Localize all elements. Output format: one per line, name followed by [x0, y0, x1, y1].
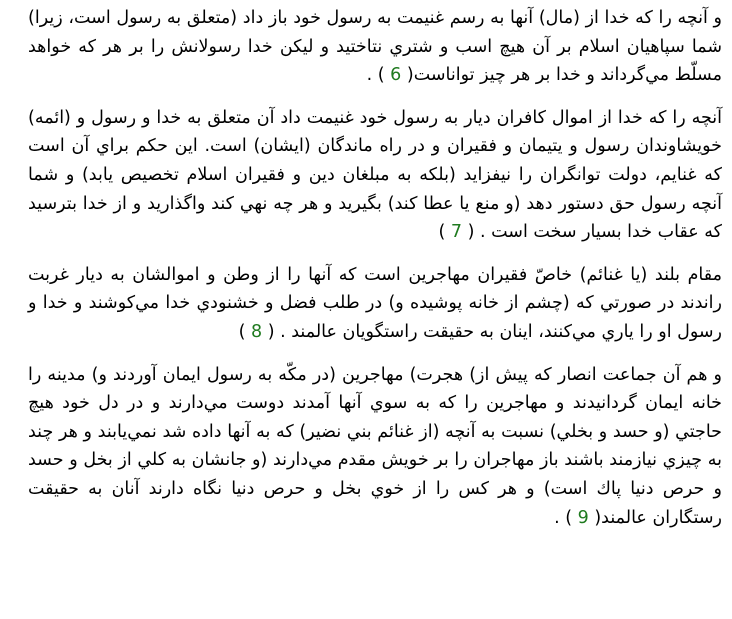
verse-number: 6	[384, 65, 407, 86]
verse-text: آنچه را كه خدا از اموال كافران ديار به رسول خود غنيمت داد آن متعلق به خدا و رسول و (ائمه) خويشاوندان رسول و يتيمان و فقيران و در راه ماندگان (ايشان) است. اين حكم براي آن است كه غنايم، دولت توانگران را نيفزايد (بلكه به مبلغان دين و فقيران اسلام تخصيص يابد) و شما آنچه رسول حق دستور دهد (و منع يا عطا كند) بگيريد و هر چه نهي كند واگذاريد و از خدا بترسيد كه عقاب خدا بسيار سخت است . (	[28, 107, 722, 243]
verse-text: و آنچه را كه خدا از (مال) آنها به رسم غنيمت به رسول خود باز داد (متعلق به رسول است، زيرا) شما سپاهيان اسلام بر آن هيچ اسب و شتري نتاختيد و ليكن خدا رسولانش را بر هر كه خواهد مسلّط مي‌گرداند و خدا بر هر چيز تواناست(	[28, 8, 722, 86]
verse-paragraph	[28, 4, 722, 90]
verse-tail: )	[438, 222, 446, 243]
verse-paragraph	[28, 361, 722, 533]
verse-number: 7	[445, 222, 468, 243]
verse-text: و هم آن جماعت انصار كه پيش از) هجرت) مهاجرين (در مكّه به رسول ايمان آوردند و) مدينه را خانه ايمان گردانيدند و مهاجرين را كه به سوي آنها آمدند دوست مي‌دارند و در دل خود هيچ حاجتي (و حسد و بخلي) نسبت به آنچه (از غنائم بني نضير) كه به آنها داده شد نمي‌يابند و هر چند به چيزي نيازمند باشند باز مهاجران را بر خويش مقدم مي‌دارند (و جانشان به كلي از بخل و حسد و حرص دنيا پاك است) و هر كس را از خوي بخل و حرص دنيا نگاه دارند آنان به حقيقت رستگاران عالمند(	[28, 364, 722, 528]
verse-paragraph	[28, 261, 722, 347]
verse-number: 8	[245, 321, 268, 342]
verse-tail: )	[238, 321, 246, 342]
verse-text: مقام بلند (يا غنائم) خاصّ فقيران مهاجرين است كه آنها را از وطن و اموالشان به ديار غربت راندند در صورتي كه (چشم از خانه پوشيده و) در طلب فضل و خشنودي خدا مي‌كوشند و خدا و رسول او را ياري مي‌كنند، اينان به حقيقت راستگويان عالمند . (	[28, 264, 722, 342]
verse-tail: ) .	[366, 65, 385, 86]
verse-tail: ) .	[554, 507, 573, 528]
verse-paragraph	[28, 104, 722, 247]
verse-number: 9	[572, 507, 595, 528]
